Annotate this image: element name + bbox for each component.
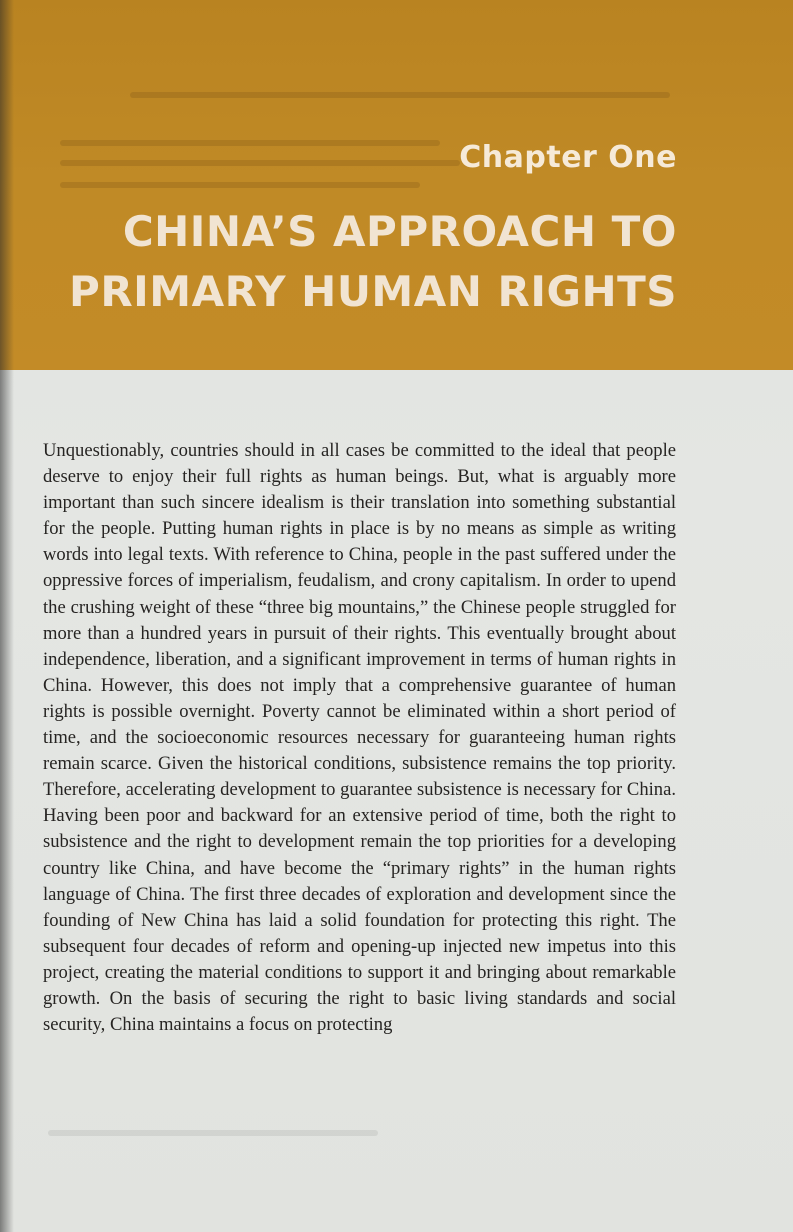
- bleed-through-line: [60, 182, 420, 188]
- chapter-title-line-1: CHINA’S APPROACH TO: [122, 207, 677, 256]
- chapter-header-band: [0, 0, 793, 370]
- bleed-through-line: [130, 92, 670, 98]
- bleed-through-line: [60, 160, 460, 166]
- chapter-label: Chapter One: [459, 140, 677, 175]
- bleed-through-line: [60, 140, 440, 146]
- chapter-title-line-2: PRIMARY HUMAN RIGHTS: [69, 267, 677, 316]
- body-paragraph: Unquestionably, countries should in all cases be committed to the ideal that people deserve to enjoy their full rights as human beings. But, what is arguably more important than such sincere idealism is their translation into something substantial for the people. Putting human rights in place is by no means as simple as writing words into legal texts. With reference to China, people in the past suffered under the oppressive forces of imperialism, feudalism, and crony capitalism. In order to upend the crushing weight of these “three big mountains,” the Chinese people struggled for more than a hundred years in pursuit of their rights. This eventually brought about independence, liberation, and a significant improvement in terms of human rights in China. However, this does not imply that a comprehensive guarantee of human rights is possible overnight. Poverty cannot be eliminated within a short period of time, and the socioeconomic resources necessary for guaranteeing human rights remain scarce. Given the historical conditions, subsistence remains the top priority. Therefore, accelerating development to guarantee subsistence is necessary for China. Having been poor and backward for an extensive period of time, both the right to subsistence and the right to development remain the top priorities for a developing country like China, and have become the “primary rights” in the human rights language of China. The first three decades of exploration and development since the founding of New China has laid a solid foundation for protecting this right. The subsequent four decades of reform and opening-up injected new impetus into this project, creating the material conditions to support it and bringing about remarkable growth. On the basis of securing the right to basic living standards and social security, China maintains a focus on protecting: [43, 440, 676, 1036]
- spine-shadow: [0, 0, 14, 1232]
- chapter-title: [69, 202, 677, 322]
- bleed-through-footer: [48, 1130, 378, 1136]
